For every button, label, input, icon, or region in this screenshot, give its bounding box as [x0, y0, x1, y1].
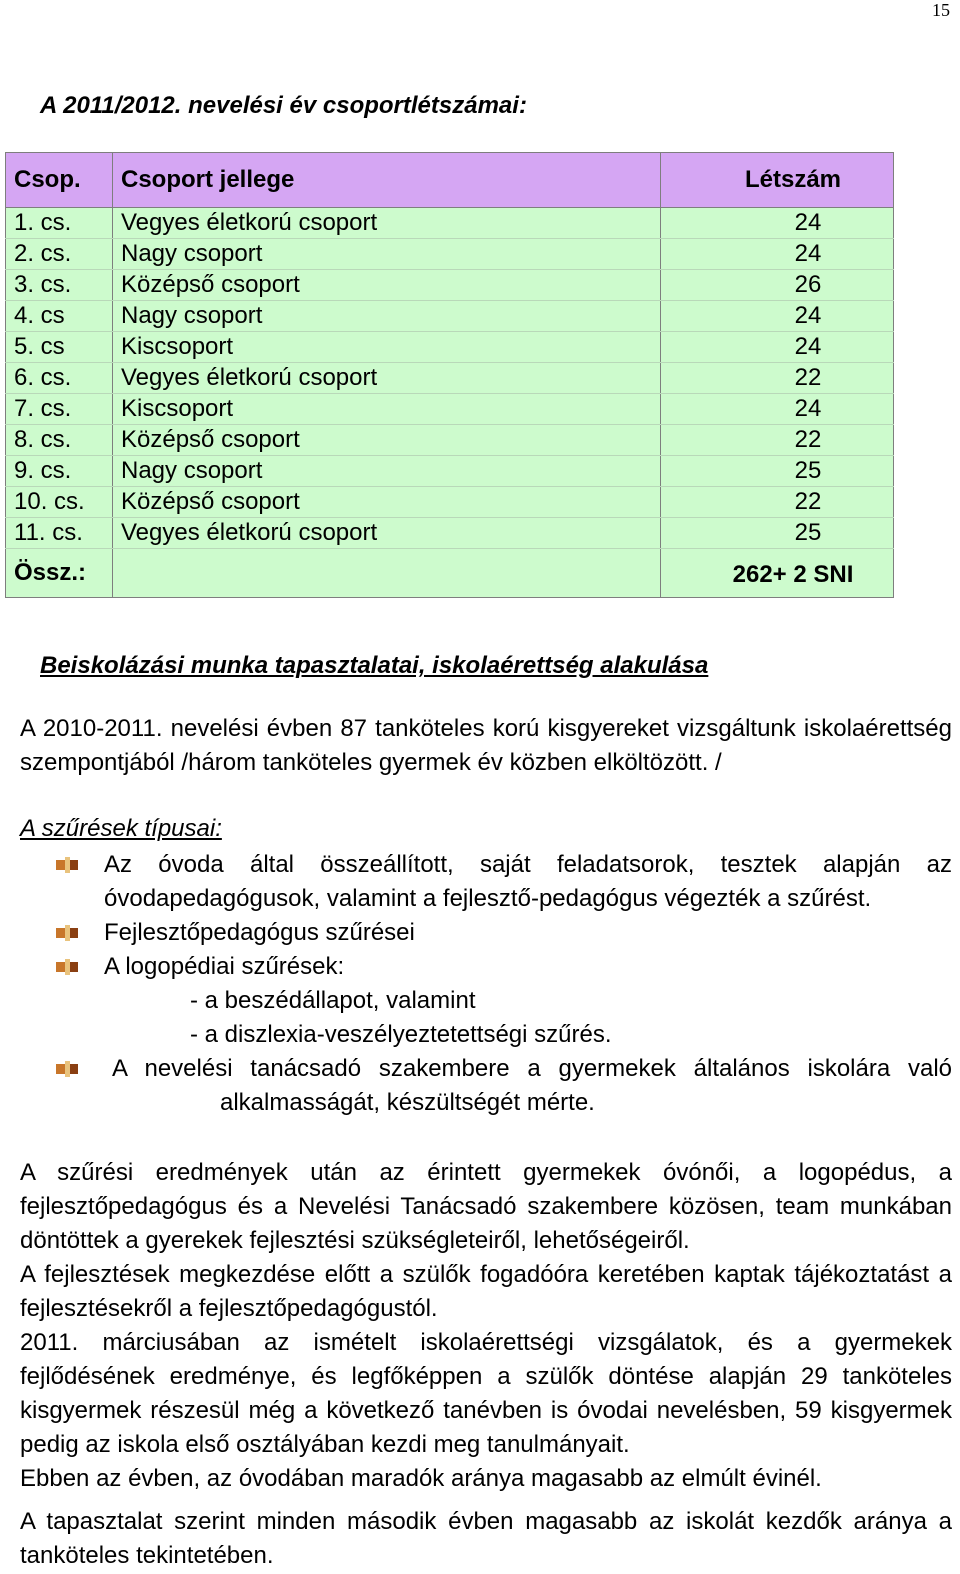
cell-group: 3. cs. [6, 270, 113, 301]
cell-type: Nagy csoport [113, 301, 661, 332]
cell-group: 8. cs. [6, 425, 113, 456]
cell-type: Vegyes életkorú csoport [113, 518, 661, 549]
cell-group: 1. cs. [6, 208, 113, 239]
cell-count: 25 [661, 456, 894, 487]
table-row [6, 301, 894, 332]
cell-type: Nagy csoport [113, 239, 661, 270]
paragraph: A szűrési eredmények után az érintett gyermekek óvónői, a logopédus, a fejlesztőpedagógus és a Nevelési Tanácsadó szakembere közösen, team munkában döntöttek a gyerekek fejlesztési szükségleteiről, lehetőségeiről. [20, 1159, 952, 1254]
cell-count: 22 [661, 363, 894, 394]
header-count: Létszám [661, 153, 894, 208]
cell-count: 22 [661, 425, 894, 456]
screening-title: A szűrések típusai: [20, 815, 222, 842]
table-row [6, 487, 894, 518]
sub-item: - a diszlexia-veszélyeztetettségi szűrés. [190, 1021, 612, 1048]
cell-group: 11. cs. [6, 518, 113, 549]
screening-list [56, 848, 952, 1120]
paragraph: 2011. márciusában az ismételt iskolaérettségi vizsgálatok, és a gyermekek fejlődésének eredménye, és legfőképpen a szülők döntése alapján 29 tanköteles kisgyermek részesül még a következő tanévben is óvodai nevelésben, 59 kisgyermek pedig az iskola első osztályában kezdi meg tanulmányait. [20, 1329, 952, 1458]
cell-type: Középső csoport [113, 487, 661, 518]
paragraph: A fejlesztések megkezdése előtt a szülők fogadóóra keretében kaptak tájékoztatást a fejlesztésekről a fejlesztőpedagógustól. [20, 1261, 952, 1322]
table-row [6, 332, 894, 363]
list-item-text: Fejlesztőpedagógus szűrései [104, 919, 415, 946]
bullet-icon [56, 925, 78, 941]
total-label: Össz.: [6, 549, 113, 598]
list-item-text: Az óvoda által összeállított, saját feladatsorok, tesztek alapján az óvodapedagógusok, valamint a fejlesztő-pedagógus végezték a szűrést. [104, 851, 952, 912]
cell-type: Nagy csoport [113, 456, 661, 487]
cell-count: 24 [661, 332, 894, 363]
cell-count: 24 [661, 394, 894, 425]
cell-type: Középső csoport [113, 270, 661, 301]
list-item-text-continued: alkalmasságát, készültségét mérte. [220, 1089, 595, 1116]
cell-group: 6. cs. [6, 363, 113, 394]
table-row [6, 394, 894, 425]
bullet-icon [56, 1061, 78, 1077]
intro-paragraph [20, 712, 952, 780]
section-title: Beiskolázási munka tapasztalatai, iskolaérettség alakulása [40, 652, 709, 679]
cell-type: Középső csoport [113, 425, 661, 456]
total-empty-cell [113, 549, 661, 598]
cell-type: Kiscsoport [113, 394, 661, 425]
table-row [6, 518, 894, 549]
intro-text: A 2010-2011. nevelési évben 87 tanköteles korú kisgyereket vizsgáltunk iskolaérettség szempontjából /három tanköteles gyermek év közben elköltözött. / [20, 715, 952, 776]
total-value: 262+ 2 SNI [661, 549, 894, 598]
cell-count: 22 [661, 487, 894, 518]
table-row [6, 425, 894, 456]
cell-count: 24 [661, 239, 894, 270]
cell-type: Vegyes életkorú csoport [113, 363, 661, 394]
list-item-text: A nevelési tanácsadó szakembere a gyermekek általános iskolára való [112, 1055, 952, 1082]
list-item [56, 916, 952, 950]
page-number: 15 [932, 0, 950, 20]
list-item [56, 950, 952, 1052]
table-row [6, 270, 894, 301]
cell-group: 5. cs [6, 332, 113, 363]
table-row [6, 456, 894, 487]
group-table [5, 152, 894, 598]
list-item [56, 1052, 952, 1120]
cell-type: Vegyes életkorú csoport [113, 208, 661, 239]
bullet-icon [56, 959, 78, 975]
table-header-row [6, 153, 894, 208]
cell-group: 10. cs. [6, 487, 113, 518]
table-row [6, 208, 894, 239]
list-item [56, 848, 952, 916]
list-item-text: A logopédiai szűrések: [104, 953, 345, 980]
table-total-row [6, 549, 894, 598]
cell-count: 26 [661, 270, 894, 301]
header-group: Csop. [6, 153, 113, 208]
cell-group: 7. cs. [6, 394, 113, 425]
cell-count: 25 [661, 518, 894, 549]
table-row [6, 239, 894, 270]
sub-item: - a beszédállapot, valamint [190, 987, 476, 1014]
cell-type: Kiscsoport [113, 332, 661, 363]
cell-group: 9. cs. [6, 456, 113, 487]
cell-group: 2. cs. [6, 239, 113, 270]
bullet-icon [56, 857, 78, 873]
page-title: A 2011/2012. nevelési év csoportlétszámai: [40, 92, 527, 119]
body-paragraphs [20, 1156, 952, 1573]
paragraph: Ebben az évben, az óvodában maradók aránya magasabb az elmúlt évinél. [20, 1465, 822, 1492]
cell-count: 24 [661, 301, 894, 332]
cell-count: 24 [661, 208, 894, 239]
header-type: Csoport jellege [113, 153, 661, 208]
table-row [6, 363, 894, 394]
cell-group: 4. cs [6, 301, 113, 332]
paragraph: A tapasztalat szerint minden második évben magasabb az iskolát kezdők aránya a tanköteles tekintetében. [20, 1508, 952, 1569]
